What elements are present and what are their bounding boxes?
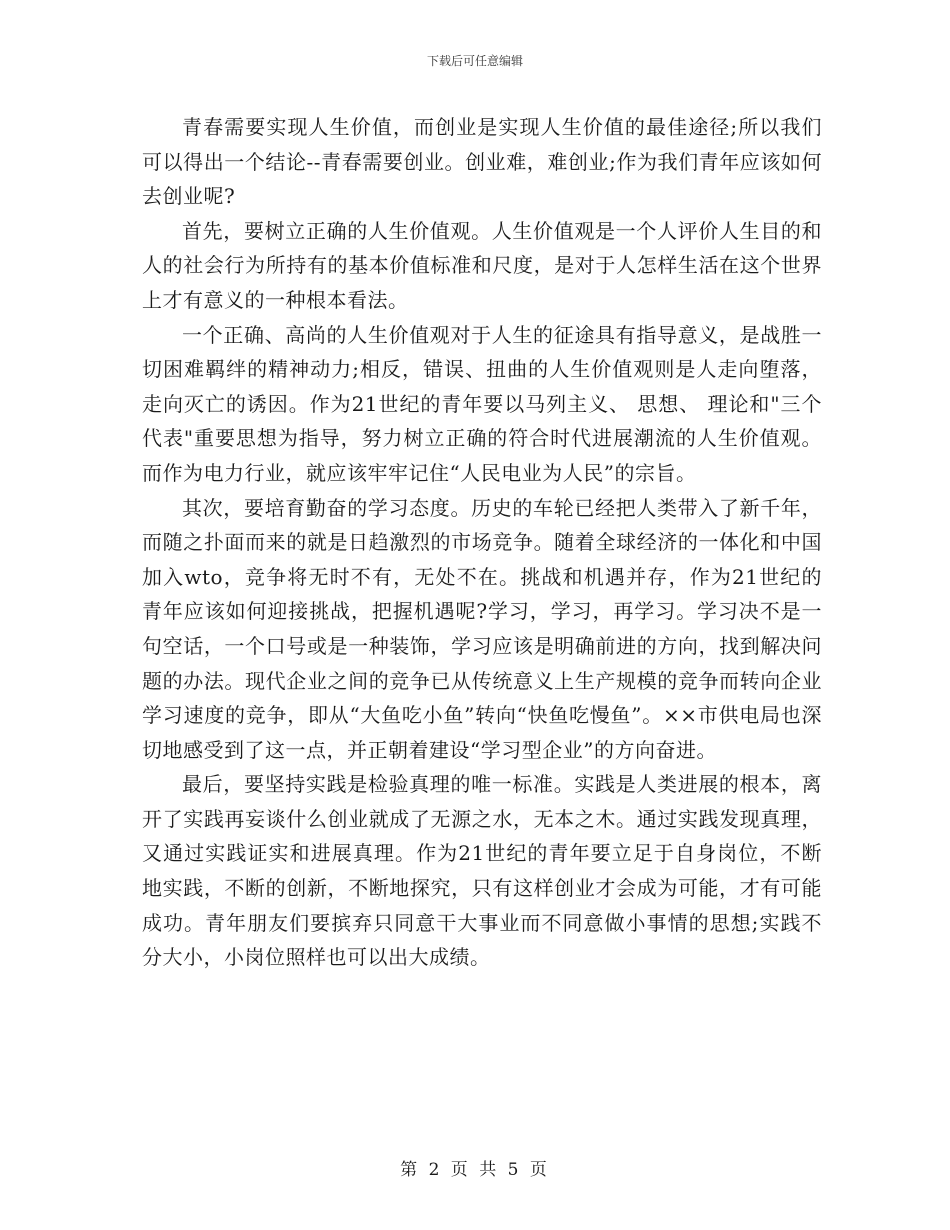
- page-header: 下载后可任意编辑: [426, 54, 523, 68]
- paragraph-learning: 其次，要培育勤奋的学习态度。历史的车轮已经把人类带入了新千年，而随之扑面而来的就是日趋激烈的市场竞争。随着全球经济的一体化和中国加入wto，竞争将无时不有，无处不在。挑战和机遇并存，作为21世纪的青年应该如何迎接挑战，把握机遇呢?学习，学习，再学习。学习决不是一句空话，一个口号或是一种装饰，学习应该是明确前进的方向，找到解决问题的办法。现代企业之间的竞争已从传统意义上生产规模的竞争而转向企业学习速度的竞争，即从“大鱼吃小鱼”转向“快鱼吃慢鱼”。××市供电局也深切地感受到了这一点，并正朝着建设“学习型企业”的方向奋进。: [142, 495, 822, 762]
- document-body: [142, 110, 822, 975]
- paragraph-values: 首先，要树立正确的人生价值观。人生价值观是一个人评价人生目的和人的社会行为所持有的基本价值标准和尺度，是对于人怎样生活在这个世界上才有意义的一种根本看法。: [142, 218, 822, 312]
- paragraph-practice: 最后，要坚持实践是检验真理的唯一标准。实践是人类进展的根本，离开了实践再妄谈什么创业就成了无源之水，无本之木。通过实践发现真理，又通过实践证实和进展真理。作为21世纪的青年要立足于自身岗位，不断地实践，不断的创新，不断地探究，只有这样创业才会成为可能，才有可能成功。青年朋友们要摈弃只同意干大事业而不同意做小事情的思想;实践不分大小，小岗位照样也可以出大成绩。: [142, 772, 822, 970]
- paragraph-guidance: 一个正确、高尚的人生价值观对于人生的征途具有指导意义，是战胜一切困难羁绊的精神动力;相反，错误、扭曲的人生价值观则是人走向堕落，走向灭亡的诱因。作为21世纪的青年要以马列主义、 思想、 理论和"三个代表"重要思想为指导，努力树立正确的符合时代进展潮流的人生价值观。而作为电力行业，就应该牢牢记住“人民电业为人民”的宗旨。: [142, 322, 822, 485]
- paragraph-intro: 青春需要实现人生价值，而创业是实现人生价值的最佳途径;所以我们可以得出一个结论--青春需要创业。创业难，难创业;作为我们青年应该如何去创业呢?: [142, 115, 822, 209]
- page-number: 第 2 页 共 5 页: [400, 1160, 550, 1180]
